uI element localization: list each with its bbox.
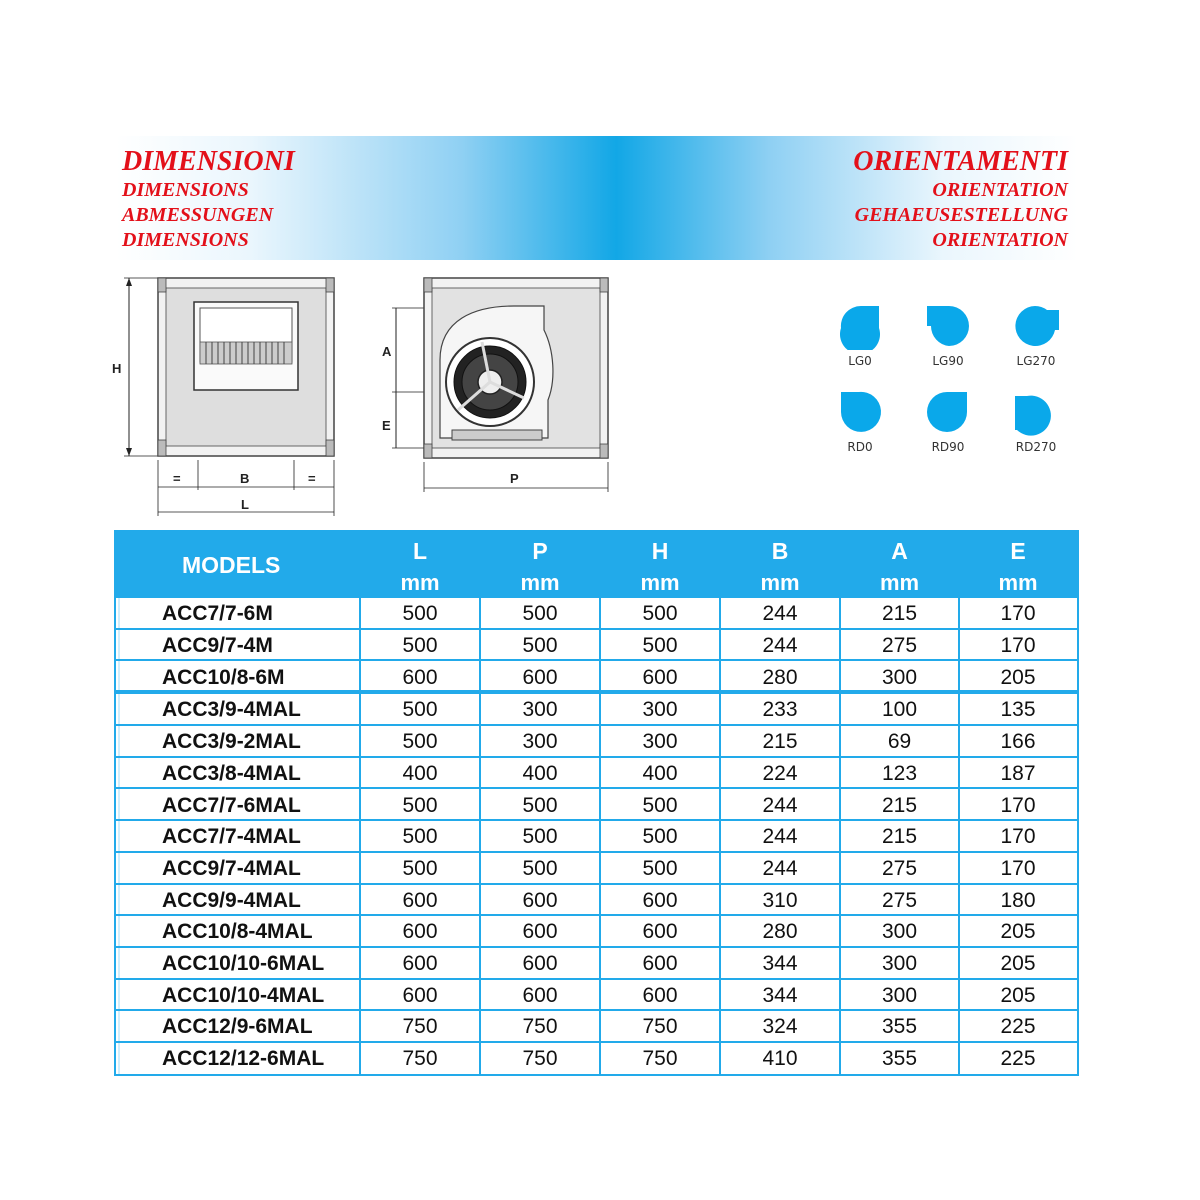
- value-cell: 750: [402, 1015, 438, 1039]
- value-cell: 500: [642, 856, 678, 880]
- heading-italian: DIMENSIONI: [122, 146, 295, 177]
- header-banner: [116, 136, 1078, 260]
- value-cell: 355: [881, 1047, 918, 1071]
- orientation-rd270: [1006, 386, 1066, 454]
- value-cell: 750: [642, 1047, 678, 1071]
- fan-orientation-lg0-icon: [835, 300, 885, 350]
- value-cell: 166: [1000, 730, 1036, 754]
- value-cell: 170: [1000, 793, 1036, 817]
- value-cell: 205: [1000, 952, 1036, 975]
- value-cell: 324: [762, 1015, 798, 1039]
- value-cell: 123: [881, 761, 918, 785]
- value-cell: 500: [522, 602, 558, 625]
- table-header: [116, 532, 1077, 598]
- model-cell: ACC3/8-4MAL: [162, 761, 301, 785]
- table-row: [116, 661, 1077, 694]
- value-cell: 244: [762, 633, 798, 657]
- column-header-a: A mm: [879, 538, 920, 595]
- column-header-p: P mm: [520, 538, 560, 595]
- value-cell: 600: [642, 952, 678, 975]
- value-cell: 300: [522, 730, 558, 754]
- dimensions-table: [114, 530, 1079, 1076]
- value-cell: 205: [1000, 666, 1036, 690]
- value-cell: 600: [522, 920, 558, 944]
- value-cell: 300: [642, 698, 678, 722]
- model-cell: ACC3/9-2MAL: [162, 730, 301, 754]
- orientation-label: LG90: [932, 354, 964, 368]
- model-cell: ACC7/7-6MAL: [162, 793, 301, 817]
- orientation-lg270: [1006, 300, 1066, 368]
- value-cell: 500: [402, 730, 438, 754]
- model-cell: ACC12/9-6MAL: [162, 1015, 313, 1039]
- value-cell: 170: [1000, 602, 1036, 625]
- value-cell: 400: [642, 761, 678, 785]
- value-cell: 600: [642, 983, 678, 1007]
- table-row: [116, 885, 1077, 917]
- table-row: [116, 790, 1077, 822]
- value-cell: 750: [402, 1047, 438, 1071]
- value-cell: 300: [881, 920, 918, 944]
- fan-orientation-lg90-icon: [923, 300, 973, 350]
- table-row: [116, 598, 1077, 630]
- value-cell: 244: [762, 856, 798, 880]
- value-cell: 500: [642, 633, 678, 657]
- orientation-rd90: [918, 386, 978, 454]
- value-cell: 225: [1000, 1015, 1036, 1039]
- model-cell: ACC10/10-4MAL: [162, 983, 325, 1007]
- value-cell: 500: [642, 602, 678, 625]
- orientation-grid: [830, 300, 1070, 470]
- column-header-h: H mm: [640, 538, 680, 595]
- value-cell: 500: [522, 633, 558, 657]
- model-cell: ACC9/9-4MAL: [162, 888, 301, 912]
- inner-width-label: B: [240, 471, 250, 486]
- value-cell: 500: [402, 602, 438, 625]
- value-cell: 500: [642, 793, 678, 817]
- table-row: [116, 758, 1077, 790]
- value-cell: 170: [1000, 825, 1036, 849]
- equal-left-label: =: [173, 471, 181, 486]
- table-row: [116, 1011, 1077, 1043]
- value-cell: 600: [522, 983, 558, 1007]
- value-cell: 280: [762, 666, 798, 690]
- value-cell: 750: [522, 1015, 558, 1039]
- model-cell: ACC3/9-4MAL: [162, 698, 301, 722]
- table-row: [116, 916, 1077, 948]
- value-cell: 300: [881, 983, 918, 1007]
- value-cell: 600: [642, 920, 678, 944]
- value-cell: 500: [522, 825, 558, 849]
- value-cell: 344: [762, 952, 798, 975]
- value-cell: 224: [762, 761, 798, 785]
- value-cell: 275: [881, 888, 918, 912]
- orientation-label: LG270: [1016, 354, 1056, 368]
- value-cell: 500: [522, 856, 558, 880]
- orientation-rd0: [830, 386, 890, 454]
- orientation-lg90: [918, 300, 978, 368]
- heading-french: DIMENSIONS: [122, 229, 249, 251]
- depth-label: P: [510, 471, 519, 486]
- value-cell: 500: [402, 856, 438, 880]
- fan-orientation-rd0-icon: [835, 386, 885, 436]
- heading-french: ORIENTATION: [932, 229, 1068, 251]
- value-cell: 300: [881, 666, 918, 690]
- equal-right-label: =: [308, 471, 316, 486]
- lower-height-label: E: [382, 418, 391, 433]
- table-row: [116, 630, 1077, 662]
- model-cell: ACC10/10-6MAL: [162, 952, 325, 975]
- value-cell: 600: [522, 888, 558, 912]
- column-header-models: MODELS: [182, 552, 281, 578]
- value-cell: 225: [1000, 1047, 1036, 1071]
- value-cell: 100: [881, 698, 918, 722]
- value-cell: 187: [1000, 761, 1036, 785]
- model-cell: ACC10/8-4MAL: [162, 920, 313, 944]
- value-cell: 215: [881, 793, 918, 817]
- value-cell: 600: [402, 952, 438, 975]
- heading-italian: ORIENTAMENTI: [853, 146, 1068, 177]
- orientation-label: RD270: [1015, 440, 1057, 454]
- model-cell: ACC9/7-4MAL: [162, 856, 301, 880]
- total-width-label: L: [241, 497, 249, 512]
- value-cell: 600: [402, 666, 438, 690]
- value-cell: 600: [642, 666, 678, 690]
- value-cell: 233: [762, 698, 798, 722]
- value-cell: 600: [402, 888, 438, 912]
- column-header-l: L mm: [400, 538, 440, 595]
- value-cell: 310: [762, 888, 798, 912]
- value-cell: 300: [522, 698, 558, 722]
- height-label: H: [112, 361, 122, 376]
- value-cell: 750: [642, 1015, 678, 1039]
- value-cell: 170: [1000, 633, 1036, 657]
- table-row: [116, 980, 1077, 1012]
- fan-orientation-lg270-icon: [1011, 300, 1061, 350]
- value-cell: 275: [881, 633, 918, 657]
- orientation-heading: [853, 146, 1068, 253]
- dimensions-heading: [122, 146, 295, 253]
- value-cell: 750: [522, 1047, 558, 1071]
- model-cell: ACC7/7-6M: [162, 602, 273, 625]
- heading-german: GEHAEUSESTELLUNG: [854, 204, 1068, 226]
- value-cell: 500: [402, 793, 438, 817]
- value-cell: 244: [762, 825, 798, 849]
- value-cell: 500: [522, 793, 558, 817]
- fan-orientation-rd90-icon: [923, 386, 973, 436]
- orientation-label: LG0: [848, 354, 872, 368]
- fan-orientation-rd270-icon: [1011, 386, 1061, 436]
- heading-english: DIMENSIONS: [122, 179, 249, 201]
- model-cell: ACC9/7-4M: [162, 633, 273, 657]
- table-row: [116, 726, 1077, 758]
- column-header-b: B mm: [760, 538, 800, 595]
- value-cell: 355: [881, 1015, 918, 1039]
- value-cell: 244: [762, 602, 798, 625]
- orientation-label: RD0: [847, 440, 873, 454]
- value-cell: 300: [642, 730, 678, 754]
- value-cell: 215: [881, 602, 918, 625]
- value-cell: 135: [1000, 698, 1036, 722]
- orientation-label: RD90: [931, 440, 965, 454]
- value-cell: 244: [762, 793, 798, 817]
- value-cell: 400: [522, 761, 558, 785]
- value-cell: 600: [642, 888, 678, 912]
- front-view-drawing: [108, 270, 348, 520]
- value-cell: 600: [522, 952, 558, 975]
- table-row: [116, 1043, 1077, 1075]
- value-cell: 600: [522, 666, 558, 690]
- heading-german: ABMESSUNGEN: [122, 204, 274, 226]
- table-row: [116, 948, 1077, 980]
- value-cell: 205: [1000, 920, 1036, 944]
- value-cell: 344: [762, 983, 798, 1007]
- side-view-drawing: [378, 270, 618, 500]
- model-cell: ACC12/12-6MAL: [162, 1047, 325, 1071]
- value-cell: 500: [402, 825, 438, 849]
- value-cell: 205: [1000, 983, 1036, 1007]
- value-cell: 500: [642, 825, 678, 849]
- model-cell: ACC7/7-4MAL: [162, 825, 301, 849]
- value-cell: 215: [881, 825, 918, 849]
- table-row: [116, 853, 1077, 885]
- value-cell: 275: [881, 856, 918, 880]
- value-cell: 410: [762, 1047, 798, 1071]
- column-header-e: E mm: [998, 538, 1038, 595]
- value-cell: 500: [402, 633, 438, 657]
- orientation-lg0: [830, 300, 890, 368]
- value-cell: 69: [887, 730, 912, 754]
- value-cell: 280: [762, 920, 798, 944]
- value-cell: 500: [402, 698, 438, 722]
- value-cell: 170: [1000, 856, 1036, 880]
- value-cell: 180: [1000, 888, 1036, 912]
- value-cell: 600: [402, 920, 438, 944]
- value-cell: 600: [402, 983, 438, 1007]
- value-cell: 400: [402, 761, 438, 785]
- value-cell: 300: [881, 952, 918, 975]
- table-row: [116, 821, 1077, 853]
- table-row: [116, 694, 1077, 726]
- upper-height-label: A: [382, 344, 392, 359]
- model-cell: ACC10/8-6M: [162, 666, 285, 690]
- value-cell: 215: [762, 730, 798, 754]
- heading-english: ORIENTATION: [932, 179, 1068, 201]
